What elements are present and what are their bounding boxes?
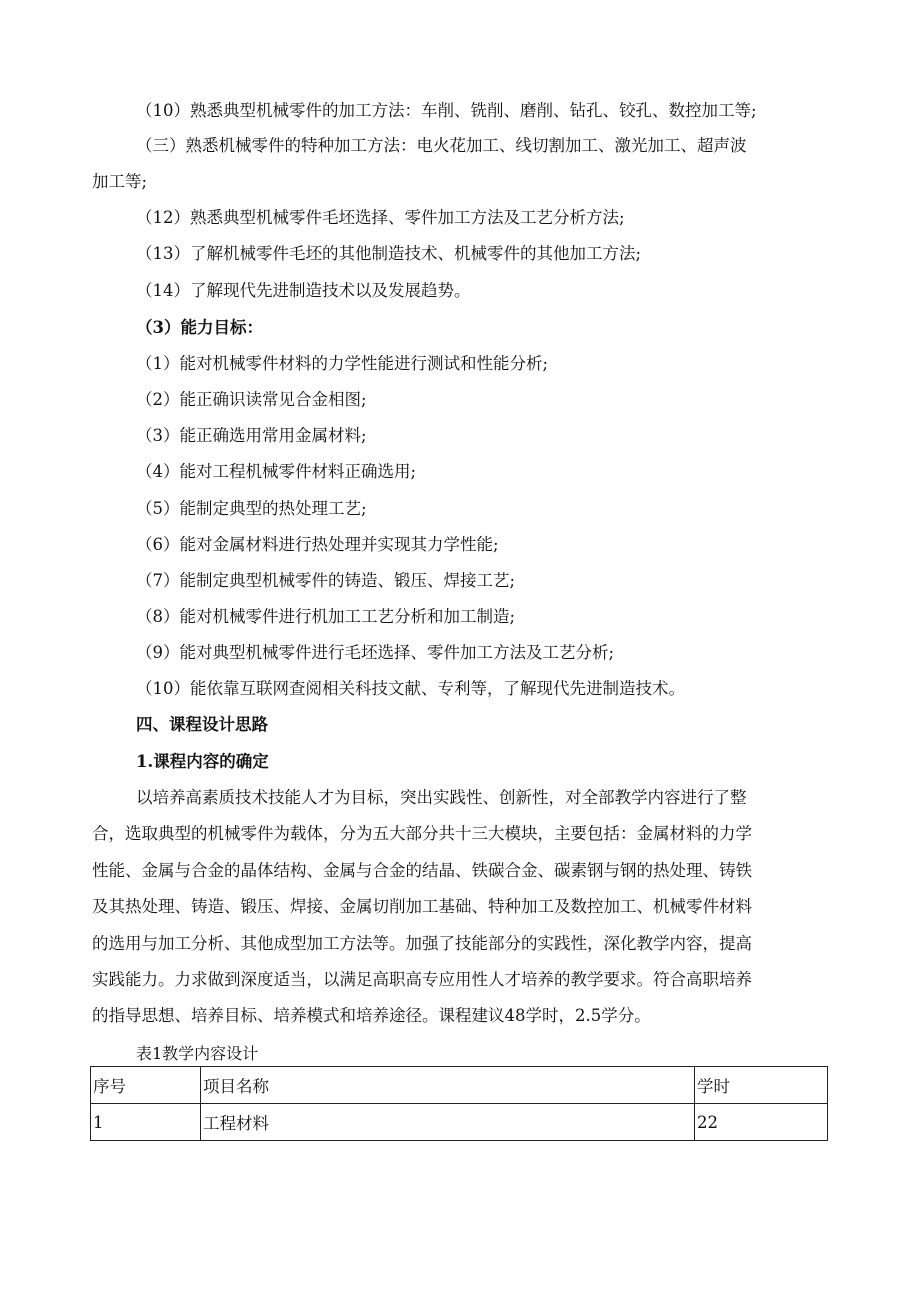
ability-item-9: （9）能对典型机械零件进行毛坯选择、零件加工方法及工艺分析;: [136, 643, 615, 662]
ability-goals-heading: （3）能力目标：: [136, 318, 263, 337]
table-header-row: [91, 1067, 828, 1104]
objective-item-13: （13）了解机械零件毛坯的其他制造技术、机械零件的其他加工方法;: [136, 244, 642, 263]
objective-item-12: （12）熟悉典型机械零件毛坯选择、零件加工方法及工艺分析方法;: [136, 208, 625, 227]
ability-item-6: （6）能对金属材料进行热处理并实现其力学性能;: [136, 535, 499, 554]
ability-item-1: （1）能对机械零件材料的力学性能进行测试和性能分析;: [136, 354, 549, 373]
body-paragraph: [92, 780, 828, 1035]
objective-item-11: （三）熟悉机械零件的特种加工方法：电火花加工、线切割加工、激光加工、超声波: [136, 136, 747, 155]
section-heading: 四、课程设计思路: [136, 715, 268, 734]
ability-item-8: （8）能对机械零件进行机加工工艺分析和加工制造;: [136, 607, 516, 626]
header-cell-hours: 学时: [695, 1067, 828, 1104]
cell-hours: 22: [695, 1104, 828, 1141]
subsection-heading: 1.课程内容的确定: [136, 752, 269, 771]
paragraph-line: 合，选取典型的机械零件为载体，分为五大部分共十三大模块，主要包括：金属材料的力学: [92, 824, 752, 844]
table-caption: 表1教学内容设计: [136, 1044, 259, 1063]
ability-item-5: （5）能制定典型的热处理工艺;: [136, 499, 367, 518]
cell-index: 1: [91, 1104, 201, 1141]
cell-project: 工程材料: [201, 1104, 695, 1141]
paragraph-line: 的选用与加工分析、其他成型加工方法等。加强了技能部分的实践性，深化教学内容，提高: [92, 933, 752, 953]
paragraph-line: 性能、金属与合金的晶体结构、金属与合金的结晶、铁碳合金、碳素钢与钢的热处理、铸铁: [92, 860, 752, 880]
paragraph-line: 及其热处理、铸造、锻压、焊接、金属切削加工基础、特种加工及数控加工、机械零件材料: [92, 897, 752, 917]
paragraph-line: 实践能力。力求做到深度适当，以满足高职高专应用性人才培养的教学要求。符合高职培养: [92, 970, 752, 990]
paragraph-line: 以培养高素质技术技能人才为目标，突出实践性、创新性，对全部教学内容进行了整: [136, 788, 747, 807]
ability-item-2: （2）能正确识读常见合金相图;: [136, 390, 367, 409]
table-row: [91, 1104, 828, 1141]
ability-item-4: （4）能对工程机械零件材料正确选用;: [136, 462, 417, 481]
objective-item-11-cont: 加工等;: [92, 172, 148, 191]
ability-item-3: （3）能正确选用常用金属材料;: [136, 426, 367, 445]
paragraph-line: 的指导思想、培养目标、培养模式和培养途径。课程建议48学时，2.5学分。: [92, 1006, 651, 1026]
objective-item-14: （14）了解现代先进制造技术以及发展趋势。: [136, 281, 471, 300]
ability-item-7: （7）能制定典型机械零件的铸造、锻压、焊接工艺;: [136, 571, 516, 590]
content-design-table: [90, 1066, 828, 1141]
objective-item-10: （10）熟悉典型机械零件的加工方法：车削、铣削、磨削、钻孔、铰孔、数控加工等;: [136, 101, 757, 120]
header-cell-index: 序号: [91, 1067, 201, 1104]
header-cell-project: 项目名称: [201, 1067, 695, 1104]
ability-item-10: （10）能依靠互联网查阅相关科技文献、专利等，了解现代先进制造技术。: [136, 679, 685, 698]
